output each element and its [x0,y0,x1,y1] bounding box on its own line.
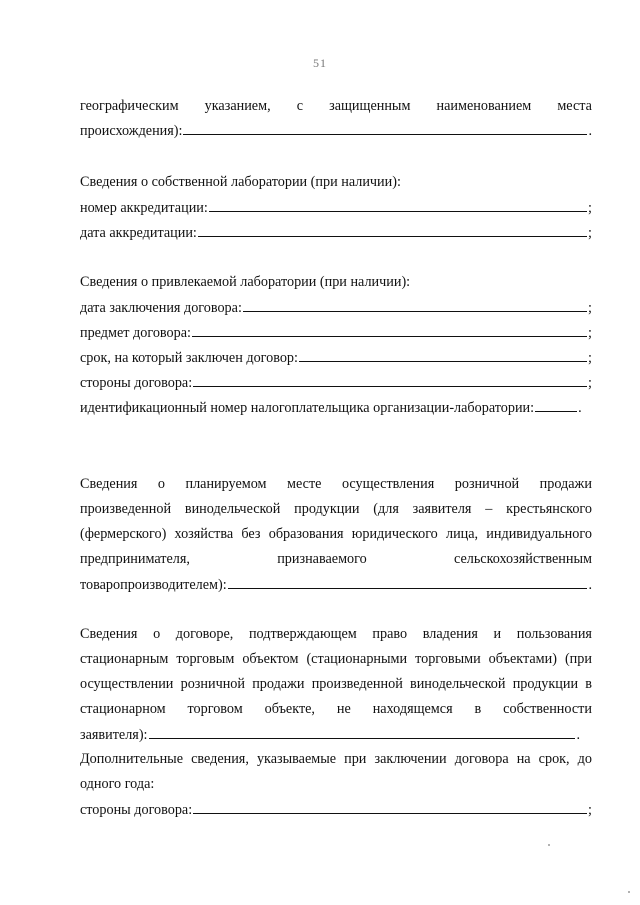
origin-name-label: происхождения): [80,123,183,139]
additional-parties-blank[interactable] [193,799,587,814]
additional-info-line-2: одного года: [80,776,155,792]
accreditation-date-row: дата аккредитации: ; [80,222,592,242]
contract-parties-label: стороны договора: [80,375,193,391]
contract-term-blank[interactable] [299,347,587,362]
accreditation-number-blank[interactable] [209,197,587,212]
additional-info-line-1: Дополнительные сведения, указываемые при заключении договора на срок, до [80,751,592,767]
contract-info-label: заявителя): [80,727,148,743]
contract-term-label: срок, на который заключен договор: [80,350,298,366]
page-number: 51 [313,56,327,70]
accreditation-number-label: номер аккредитации: [80,200,208,216]
lab-inn-blank[interactable] [535,397,577,412]
contract-subject-blank[interactable] [192,322,587,337]
retail-place-label: товаропроизводителем): [80,577,227,593]
additional-parties-label: стороны договора: [80,802,193,818]
scan-speck [548,844,550,846]
own-lab-heading: Сведения о собственной лаборатории (при наличии): [80,174,401,190]
retail-paragraph-line-2: произведенной винодельческой продукции (для заявителя – крестьянского [80,501,592,517]
additional-parties-row: стороны договора: ; [80,799,592,819]
origin-name-blank[interactable] [183,120,587,135]
origin-name-field-row: происхождения): . [80,120,592,140]
lab-inn-label: идентификационный номер налогоплательщика организации-лаборатории: [80,400,535,416]
contract-subject-row: предмет договора: ; [80,322,592,342]
paragraph-geo-line-1: географическим указанием, с защищенным наименованием места [80,98,592,114]
contract-paragraph-line-1: Сведения о договоре, подтверждающем право владения и пользования [80,626,592,642]
contract-date-blank[interactable] [243,297,587,312]
retail-paragraph-line-3: (фермерского) хозяйства без образования юридического лица, индивидуального [80,526,592,542]
contract-date-label: дата заключения договора: [80,300,242,316]
contract-info-field-row: заявителя): . [80,724,580,744]
contract-paragraph-line-2: стационарным торговым объектом (стационарными торговыми объектами) (при [80,651,592,667]
contract-date-row: дата заключения договора: ; [80,297,592,317]
lab-inn-row: идентификационный номер налогоплательщика организации-лаборатории: . [80,397,592,417]
contract-parties-blank[interactable] [193,372,587,387]
retail-place-field-row: товаропроизводителем): . [80,574,592,594]
contract-term-row: срок, на который заключен договор: ; [80,347,592,367]
contract-subject-label: предмет договора: [80,325,191,341]
contract-info-blank[interactable] [149,724,576,739]
attracted-lab-heading: Сведения о привлекаемой лаборатории (при наличии): [80,274,411,290]
contract-paragraph-line-4: стационарном торговом объекте, не находящемся в собственности [80,701,592,717]
scan-speck [628,891,630,893]
retail-place-blank[interactable] [228,574,588,589]
retail-paragraph-line-4: предпринимателя, признаваемого сельскохозяйственным [80,551,592,567]
contract-parties-row: стороны договора: ; [80,372,592,392]
accreditation-date-blank[interactable] [198,222,587,237]
accreditation-date-label: дата аккредитации: [80,225,197,241]
retail-paragraph-line-1: Сведения о планируемом месте осуществления розничной продажи [80,476,592,492]
accreditation-number-row: номер аккредитации: ; [80,197,592,217]
contract-paragraph-line-3: осуществлении розничной продажи произведенной винодельческой продукции в [80,676,592,692]
